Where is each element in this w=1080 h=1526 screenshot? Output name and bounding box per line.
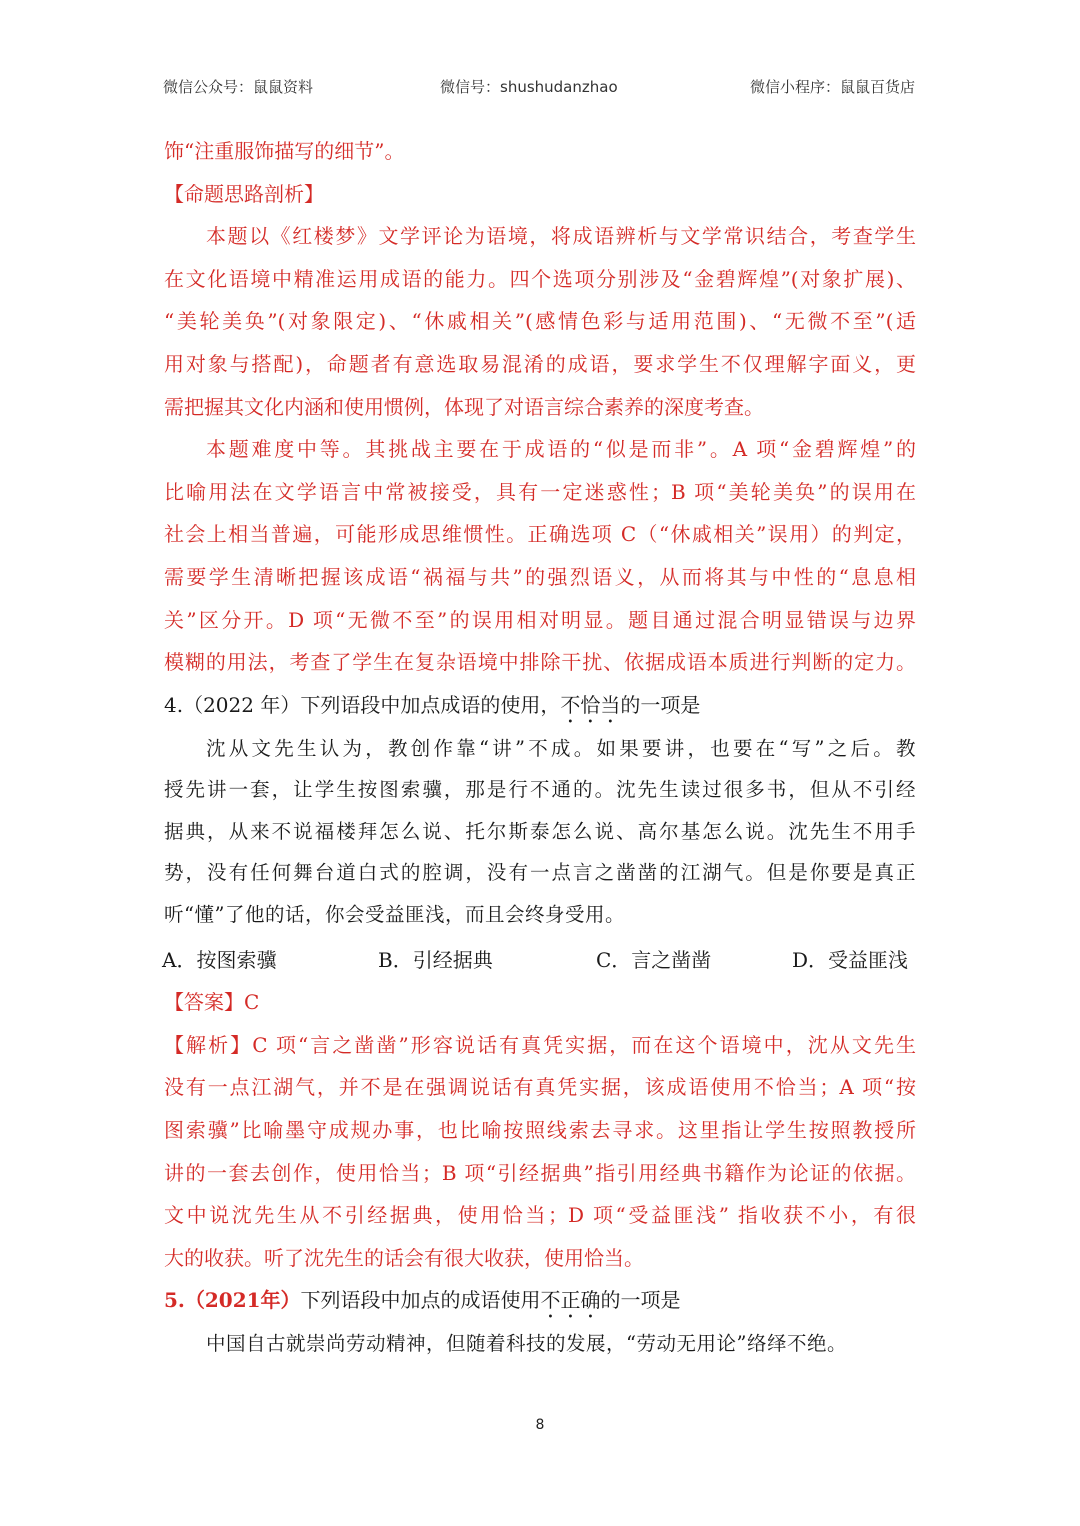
text-line: 本题难度中等。其挑战主要在于成语的“似是而非”。A 项“金碧辉煌”的 xyxy=(206,437,916,462)
text-line: 沈从文先生认为，教创作靠“讲”不成。如果要讲，也要在“写”之后。教 xyxy=(206,736,916,760)
text-line: 大的收获。听了沈先生的话会有很大收获，使用恰当。 xyxy=(164,1245,644,1270)
header-wechat-account: 微信公众号：鼠鼠资料 xyxy=(163,78,314,96)
intro-line: 饰“注重服饰描写的细节”。 xyxy=(164,139,405,163)
option-b: B．引经据典 xyxy=(378,948,493,973)
question-4-title: 4.（2022 年）下列语段中加点成语的使用，不恰当的一项是 xyxy=(164,692,701,717)
text-line: 文中说沈先生从不引经据典，使用恰当；D 项“受益匪浅” 指收获不小，有很 xyxy=(164,1203,916,1228)
analysis-paragraph-1 xyxy=(164,215,916,428)
text-line: 势，没有任何舞台道白式的腔调，没有一点言之凿凿的江湖气。但是你要是真正 xyxy=(164,861,916,885)
text-line: “美轮美奂”(对象限定)、“休戚相关”(感情色彩与适用范围)、“无微不至”(适 xyxy=(164,309,916,334)
option-c: C．言之凿凿 xyxy=(596,948,712,973)
text-line: 比喻用法在文学语言中常被接受，具有一定迷惑性；B 项“美轮美奂”的误用在 xyxy=(164,479,916,504)
text-line: 社会上相当普遍，可能形成思维惯性。正确选项 C（“休戚相关”误用）的判定， xyxy=(164,522,916,547)
text-line: 听“懂”了他的话，你会受益匪浅，而且会终身受用。 xyxy=(164,902,625,926)
question-4-passage xyxy=(164,728,916,936)
question-4-options xyxy=(164,939,916,981)
text-line: 模糊的用法，考查了学生在复杂语境中排除干扰、依据成语本质进行判断的定力。 xyxy=(164,650,916,675)
text-line: 本题以《红楼梦》文学评论为语境，将成语辨析与文学常识结合，考查学生 xyxy=(206,224,916,249)
text-line: 授先讲一套，让学生按图索骥，那是行不通的。沈先生读过很多书，但从不引经 xyxy=(164,778,916,802)
text-line: 需把握其文化内涵和使用惯例，体现了对语言综合素养的深度考查。 xyxy=(164,394,764,419)
emphasis-text: 不正确 xyxy=(540,1288,601,1313)
header-mini-program: 微信小程序：鼠鼠百货店 xyxy=(749,78,915,96)
analysis-paragraph-2 xyxy=(164,428,916,684)
text-line: 没有一点江湖气，并不是在强调说话有真凭实据，该成语使用不恰当；A 项“按 xyxy=(164,1075,916,1100)
question-4-explanation xyxy=(164,1024,916,1280)
text-line: 据典，从来不说福楼拜怎么说、托尔斯泰怎么说、高尔基怎么说。沈先生不用手 xyxy=(164,819,916,843)
text-line: 需要学生清晰把握该成语“祸福与共”的强烈语义，从而将其与中性的“息息相 xyxy=(164,564,916,589)
option-a: A．按图索骥 xyxy=(162,948,277,973)
analysis-heading: 【命题思路剖析】 xyxy=(164,181,324,206)
text-line: 关”区分开。D 项“无微不至”的误用相对明显。题目通过混合明显错误与边界 xyxy=(164,607,916,632)
document-body xyxy=(164,130,916,1365)
text-line: 图索骥”比喻墨守成规办事，也比喻按照线索去寻求。这里指让学生按照教授所 xyxy=(164,1118,916,1142)
text-line: 用对象与搭配)，命题者有意选取易混淆的成语，要求学生不仅理解字面义，更 xyxy=(164,351,916,376)
emphasis-text: 不恰当 xyxy=(560,692,621,717)
question-5-passage xyxy=(164,1323,916,1365)
page-header xyxy=(163,76,915,102)
header-wechat-id: 微信号：shushudanzhao xyxy=(440,78,618,96)
text-line: 在文化语境中精准运用成语的能力。四个选项分别涉及“金碧辉煌”(对象扩展)、 xyxy=(164,266,916,291)
text-line: 中国自古就崇尚劳动精神，但随着科技的发展，“劳动无用论”络绎不绝。 xyxy=(206,1332,847,1356)
text-line: 【解析】C 项“言之凿凿”形容说话有真凭实据，而在这个语境中，沈从文先生 xyxy=(164,1032,916,1057)
page-number: 8 xyxy=(535,1417,545,1433)
text-line: 讲的一套去创作，使用恰当；B 项“引经据典”指引用经典书籍作为论证的依据。 xyxy=(164,1160,916,1185)
question-5-title: 5.（2021年）下列语段中加点的成语使用不正确的一项是 xyxy=(164,1288,681,1313)
question-4-answer: 【答案】C xyxy=(164,990,260,1015)
option-d: D．受益匪浅 xyxy=(792,948,909,973)
